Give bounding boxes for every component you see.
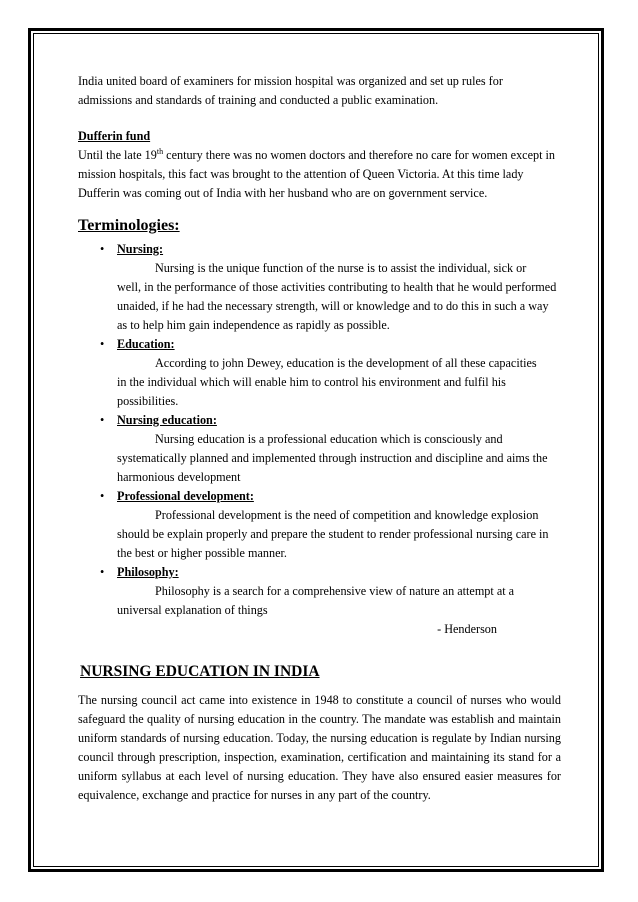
dufferin-text-start: Until the late 19 <box>78 148 157 162</box>
term-continuation-professional-development: should be explain properly and prepare the student to render professional nursing care in the best or higher possible manner. <box>117 527 549 560</box>
section-body-nursing-education-india: The nursing council act came into existence in 1948 to constitute a council of nurses who would safeguard the quality of nursing education in the country. The mandate was establish and maintain uniform standards of nursing education. Today, the nursing education is regulate by Indian nursing council through prescription, inspection, examination, certification and maintaining its stand for a uniform syllabus at each level of nursing education. They have also ensured easier measures for equivalence, exchange and practice for nurses in any part of the country. <box>78 693 561 802</box>
term-philosophy <box>78 563 561 620</box>
terminologies-heading: Terminologies: <box>78 217 180 234</box>
term-definition-philosophy: Philosophy is a search for a comprehensive view of nature an attempt at a <box>155 584 515 598</box>
term-continuation-philosophy: universal explanation of things <box>117 603 268 617</box>
section-heading-nursing-education-india: NURSING EDUCATION IN INDIA <box>80 663 320 680</box>
bullet-icon: • <box>100 565 105 579</box>
terminology-list <box>78 240 561 620</box>
term-professional-development <box>78 487 561 563</box>
bullet-icon: • <box>100 337 105 351</box>
term-definition-professional-development: Professional development is the need of competition and knowledge explosion <box>155 508 539 522</box>
term-title-education: Education: <box>117 337 175 351</box>
term-definition-nursing-education: Nursing education is a professional education which is consciously and <box>155 432 503 446</box>
dufferin-paragraph <box>78 146 561 203</box>
term-definition-education: According to john Dewey, education is the development of all these capacities <box>155 356 537 370</box>
term-title-nursing-education: Nursing education: <box>117 413 217 427</box>
dufferin-text-rest: century there was no women doctors and therefore no care for women except in mission hospitals, this fact was brought to the attention of Queen Victoria. At this time lady Dufferin was coming out of India with her husband who are on government service. <box>78 148 555 200</box>
intro-paragraph <box>78 72 561 110</box>
term-nursing <box>78 240 561 335</box>
term-title-professional-development: Professional development: <box>117 489 254 503</box>
term-nursing-education <box>78 411 561 487</box>
term-title-nursing: Nursing: <box>117 242 164 256</box>
bullet-icon: • <box>100 413 105 427</box>
dufferin-superscript: th <box>156 147 164 156</box>
term-continuation-education: in the individual which will enable him to control his environment and fulfil his possibilities. <box>117 375 506 408</box>
term-continuation-nursing-education: systematically planned and implemented through instruction and discipline and aims the harmonious development <box>117 451 548 484</box>
intro-line-2: admissions and standards of training and conducted a public examination. <box>78 93 439 107</box>
term-definition-nursing: Nursing is the unique function of the nurse is to assist the individual, sick or <box>155 261 527 275</box>
bullet-icon: • <box>100 242 105 256</box>
term-title-philosophy: Philosophy: <box>117 565 179 579</box>
page-content <box>78 72 561 639</box>
dufferin-heading: Dufferin fund <box>78 129 151 143</box>
bullet-icon: • <box>100 489 105 503</box>
quote-attribution: - Henderson <box>437 622 497 636</box>
term-continuation-nursing: well, in the performance of those activities contributing to health that he would performed unaided, if he had the necessary strength, will or knowledge and to do this in such a way as to help him gain independence as rapidly as possible. <box>117 280 557 332</box>
term-education <box>78 335 561 411</box>
intro-line-1: India united board of examiners for mission hospital was organized and set up rules for <box>78 74 503 88</box>
